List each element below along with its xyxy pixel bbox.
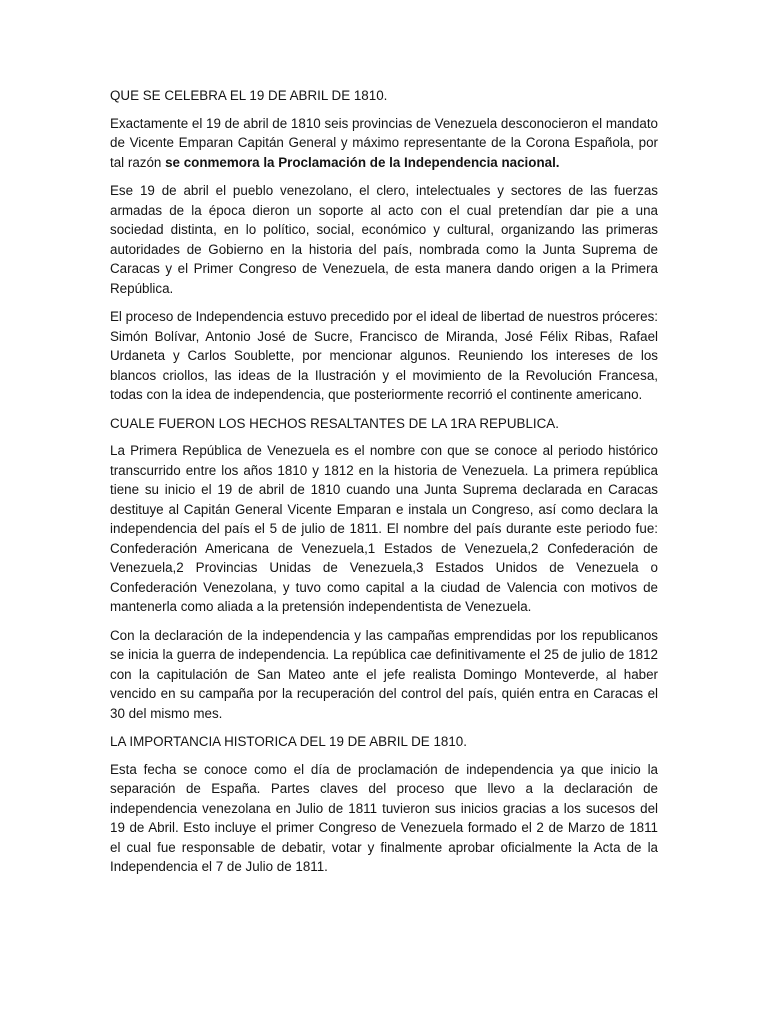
section-heading-historic-importance: LA IMPORTANCIA HISTORICA DEL 19 DE ABRIL DE 1810. (110, 734, 467, 749)
paragraph-proclamation-text: Exactamente el 19 de abril de 1810 seis provincias de Venezuela desconocieron el mandato de Vicente Emparan Capitán General y máximo representante de la Corona Española, por tal razón (110, 115, 658, 170)
paragraph-first-republic: La Primera República de Venezuela es el nombre con que se conoce al periodo histórico transcurrido entre los años 1810 y 1812 en la historia de Venezuela. La primera república tiene su inicio el 19 de abril de 1810 cuando una Junta Suprema declarada en Caracas destituye al Capitán General Vicente Emparan e instala un Congreso, así como declara la independencia del país el 5 de julio de 1811. El nombre del país durante este periodo fue: Confederación Americana de Venezuela,1 Estados de Venezuela,2 Confederación de Venezuela,2 Provincias Unidas de Venezuela,3 Estados Unidos de Venezuela o Confederación Venezolana, y tuvo como capital a la ciudad de Valencia con motivos de mantenerla como aliada a la pretensión independentista de Venezuela. (110, 443, 658, 614)
paragraph-people-support: Ese 19 de abril el pueblo venezolano, el clero, intelectuales y sectores de las fuerzas armadas de la época dieron un soporte al acto con el cual pretendían dar pie a una sociedad distinta, en lo político, social, económico y cultural, organizando las primeras autoridades de Gobierno en la historia del país, nombrada como la Junta Suprema de Caracas y el Primer Congreso de Venezuela, de esta manera dando origen a la Primera República. (110, 183, 658, 296)
paragraph-proclamation-bold: se conmemora la Proclamación de la Independencia nacional. (165, 154, 560, 170)
paragraph-proclamation (110, 114, 658, 173)
paragraph-historic-importance: Esta fecha se conoce como el día de proclamación de independencia ya que inicio la separación de España. Partes claves del proceso que llevo a la declaración de independencia venezolana en Julio de 1811 tuvieron sus inicios gracias a los sucesos del 19 de Abril. Esto incluye el primer Congreso de Venezuela formado el 2 de Marzo de 1811 el cual fue responsable de debatir, votar y finalmente aprobar oficialmente la Acta de la Independencia el 7 de Julio de 1811. (110, 761, 658, 874)
section-heading-first-republic: CUALE FUERON LOS HECHOS RESALTANTES DE LA 1RA REPUBLICA. (110, 415, 559, 431)
section-heading-celebration: QUE SE CELEBRA EL 19 DE ABRIL DE 1810. (110, 88, 388, 103)
paragraph-war-of-independence: Con la declaración de la independencia y las campañas emprendidas por los republicanos se inicia la guerra de independencia. La república cae definitivamente el 25 de julio de 1812 con la capitulación de San Mateo ante el jefe realista Domingo Monteverde, al haber vencido en su campaña por la recuperación del control del país, quién entra en Caracas el 30 del mismo mes. (110, 627, 658, 721)
document-page (110, 86, 658, 886)
paragraph-independence-process: El proceso de Independencia estuvo precedido por el ideal de libertad de nuestros próceres: Simón Bolívar, Antonio José de Sucre, Francisco de Miranda, José Félix Ribas, Rafael Urdaneta y Carlos Soublette, por mencionar algunos. Reuniendo los intereses de los blancos criollos, las ideas de la Ilustración y el movimiento de la Revolución Francesa, todas con la idea de independencia, que posteriormente recorrió el continente americano. (110, 309, 658, 402)
